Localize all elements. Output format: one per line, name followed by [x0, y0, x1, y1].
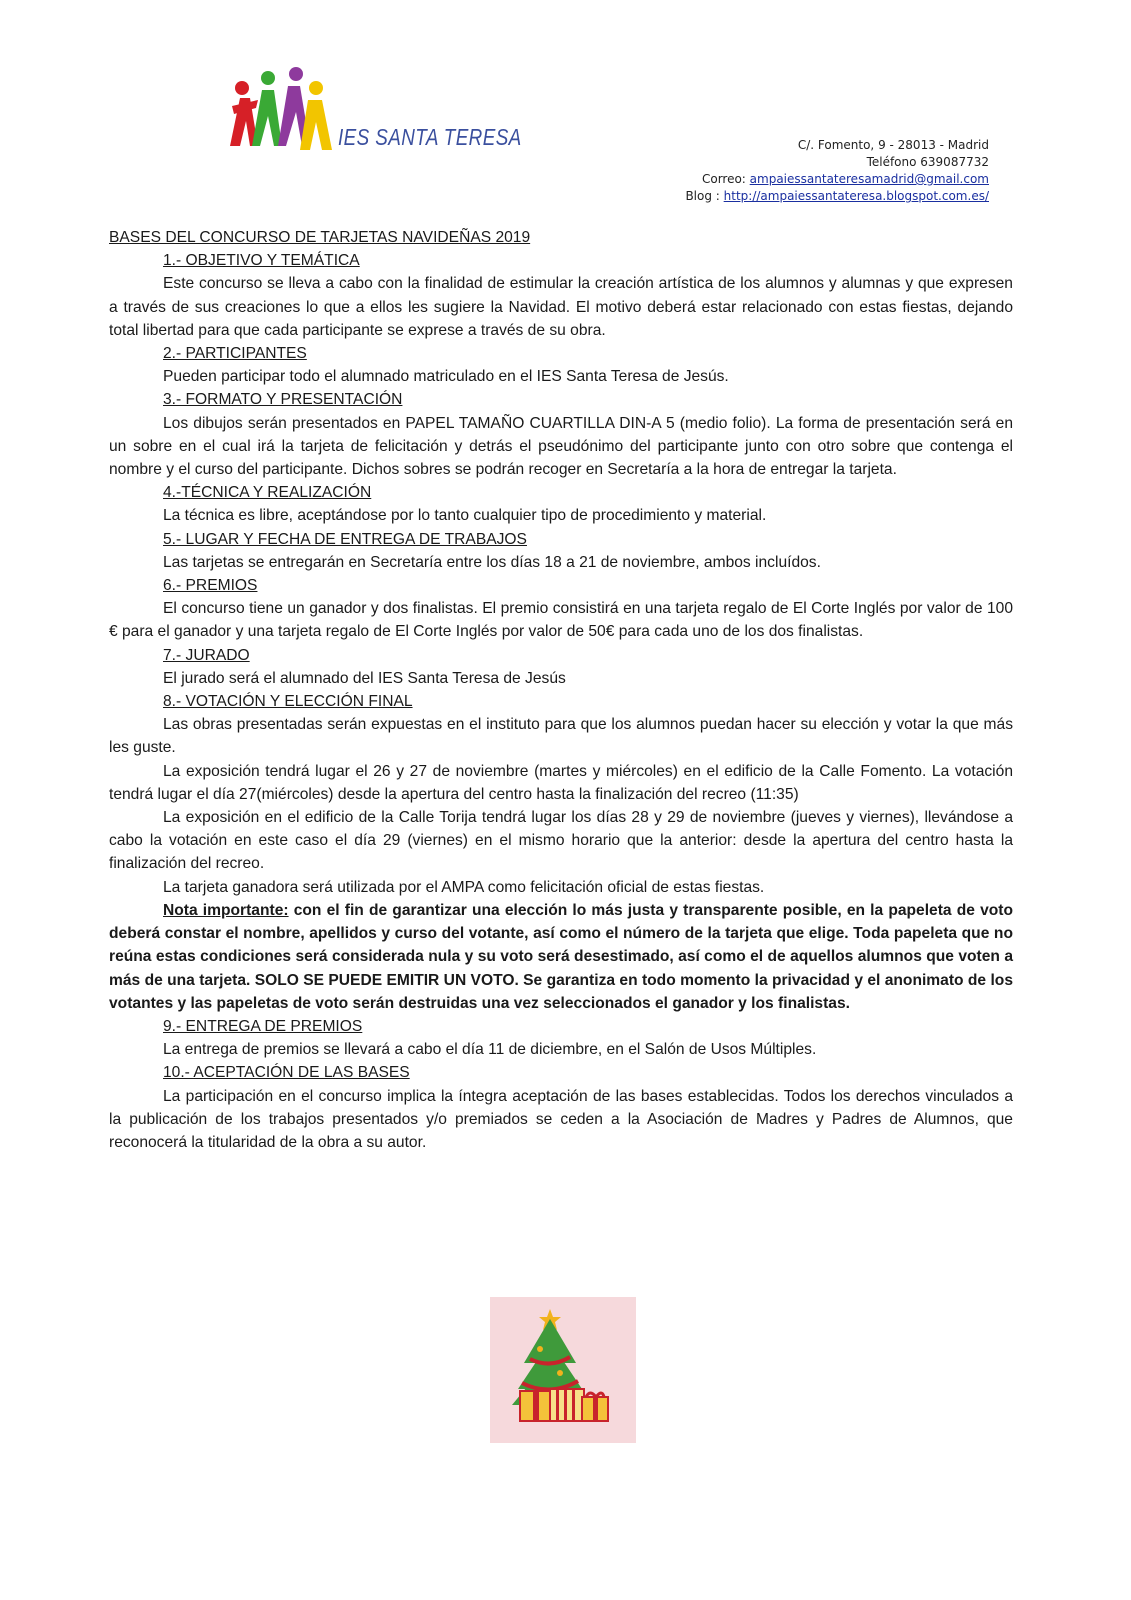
section-text-8-p3: La exposición en el edificio de la Calle Torija tendrá lugar los días 28 y 29 de noviembre (jueves y viernes), llevándose a cabo la votación en este caso el día 29 (viernes) en el mismo horario que la anterior: desde la apertura del centro hasta la finalización del recreo. [109, 809, 1013, 873]
christmas-tree-gift-icon [490, 1297, 636, 1443]
section-heading-8: 8.- VOTACIÓN Y ELECCIÓN FINAL [163, 693, 413, 711]
document-title: BASES DEL CONCURSO DE TARJETAS NAVIDEÑAS 2019 [109, 229, 531, 246]
document-body [109, 226, 1013, 1154]
important-note [109, 899, 1013, 1015]
section-heading-5: 5.- LUGAR Y FECHA DE ENTREGA DE TRABAJOS [163, 530, 527, 548]
address: C/. Fomento, 9 - 28013 - Madrid [797, 138, 989, 152]
section-text-8-p1: Las obras presentadas serán expuestas en el instituto para que los alumnos puedan hacer su elección y votar la que más les guste. [109, 716, 1013, 757]
blog-label: Blog : [685, 189, 724, 203]
section-heading-4: 4.-TÉCNICA Y REALIZACIÓN [163, 484, 372, 502]
section-text-8-p4: La tarjeta ganadora será utilizada por el AMPA como felicitación oficial de estas fiestas. [163, 878, 765, 896]
email-row [569, 171, 989, 188]
contact-block [569, 137, 989, 205]
note-label: Nota importante: [163, 901, 289, 919]
blog-row [569, 188, 989, 205]
blog-link[interactable]: http://ampaiessantateresa.blogspot.com.es/ [723, 189, 989, 203]
school-name: IES SANTA TERESA [338, 124, 522, 150]
section-text-7: El jurado será el alumnado del IES Santa Teresa de Jesús [163, 669, 566, 687]
section-heading-9: 9.- ENTREGA DE PREMIOS [163, 1017, 363, 1035]
section-text-8-p2: La exposición tendrá lugar el 26 y 27 de noviembre (martes y miércoles) en el edificio de la Calle Fomento. La votación tendrá lugar el día 27(miércoles) desde la apertura del centro hasta la finalización del recreo (11:35) [109, 762, 1013, 803]
section-text-10: La participación en el concurso implica la íntegra aceptación de las bases establecidas. Todos los derechos vinculados a la publicación de los trabajos presentados y/o premiados se ceden a la Asociación de Madres y Padres de Alumnos, que reconocerá la titularidad de la obra a su autor. [109, 1087, 1013, 1151]
ampa-logo-icon [228, 66, 338, 152]
section-text-9: La entrega de premios se llevará a cabo el día 11 de diciembre, en el Salón de Usos Múltiples. [163, 1041, 817, 1059]
section-heading-2: 2.- PARTICIPANTES [163, 345, 307, 363]
section-heading-10: 10.- ACEPTACIÓN DE LAS BASES [163, 1064, 410, 1082]
email-label: Correo: [701, 172, 750, 186]
section-text-2: Pueden participar todo el alumnado matriculado en el IES Santa Teresa de Jesús. [163, 368, 729, 386]
section-text-5: Las tarjetas se entregarán en Secretaría entre los días 18 a 21 de noviembre, ambos incluídos. [163, 553, 821, 571]
section-text-3: Los dibujos serán presentados en PAPEL TAMAÑO CUARTILLA DIN-A 5 (medio folio). La forma de presentación será en un sobre en el cual irá la tarjeta de felicitación y detrás el pseudónimo del participante junto con otro sobre que contenga el nombre y el curso del participante. Dichos sobres se podrán recoger en Secretaría a la hora de entregar la tarjeta. [109, 414, 1013, 479]
section-heading-1: 1.- OBJETIVO Y TEMÁTICA [163, 252, 360, 270]
section-heading-3: 3.- FORMATO Y PRESENTACIÓN [163, 391, 403, 409]
phone: Teléfono 639087732 [866, 155, 989, 169]
section-text-6: El concurso tiene un ganador y dos finalistas. El premio consistirá en una tarjeta regalo de El Corte Inglés por valor de 100 € para el ganador y una tarjeta regalo de El Corte Inglés por valor de 50€ para cada uno de los dos finalistas. [109, 600, 1013, 641]
section-heading-7: 7.- JURADO [163, 646, 250, 664]
section-text-4: La técnica es libre, aceptándose por lo tanto cualquier tipo de procedimiento y material. [163, 507, 767, 525]
email-link[interactable]: ampaiessantateresamadrid@gmail.com [749, 172, 989, 186]
christmas-illustration [490, 1297, 636, 1443]
section-text-1: Este concurso se lleva a cabo con la finalidad de estimular la creación artística de los alumnos y alumnas y que expresen a través de sus creaciones lo que a ellos les sugiere la Navidad. El motivo deberá estar relacionado con estas fiestas, dejando total libertad para que cada participante se exprese a través de su obra. [109, 275, 1013, 339]
section-heading-6: 6.- PREMIOS [163, 577, 258, 595]
note-text: con el fin de garantizar una elección lo más justa y transparente posible, en la papeleta de voto deberá constar el nombre, apellidos y curso del votante, así como el número de la tarjeta que elige. Toda papeleta que no reúna estas condiciones será considerada nula y su voto será desestimado, así como el de aquellos alumnos que voten a más de una tarjeta. SOLO SE PUEDE EMITIR UN VOTO. Se garantiza en todo momento la privacidad y el anonimato de los votantes y las papeletas de voto serán destruidas una vez seleccionados el ganador y los finalistas. [109, 901, 1014, 1012]
